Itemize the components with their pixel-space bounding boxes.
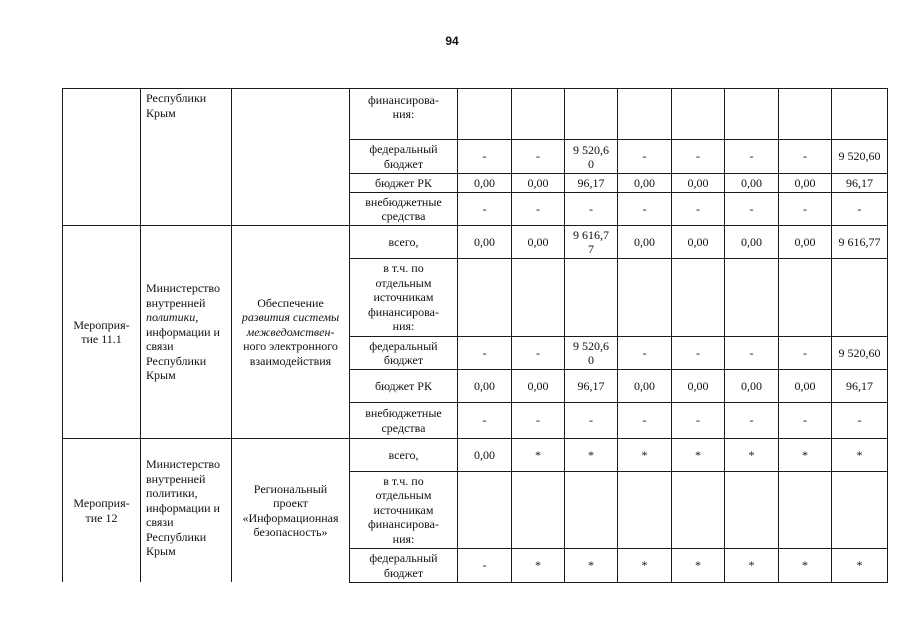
value-cell: 0,00: [687, 175, 709, 190]
value-cell: -: [803, 201, 807, 216]
executor-text: информации и связи Республики Крым: [146, 324, 220, 383]
value-cell: 0,00: [474, 175, 495, 190]
value-cell: 0,00: [474, 378, 495, 393]
value-cell: 9 520,6 0: [573, 339, 609, 367]
value-cell: *: [748, 447, 755, 462]
value-cell: -: [857, 413, 862, 428]
value-cell: 0,00: [741, 234, 762, 249]
value-cell: -: [803, 345, 807, 360]
value-cell: -: [482, 149, 487, 164]
value-cell: *: [535, 558, 541, 573]
value-cell: 0,00: [794, 234, 816, 249]
executor-cell: Министерство внутренней политики, информации и связи Республики Крым: [146, 457, 220, 558]
value-cell: *: [588, 558, 594, 573]
value-cell: 96,17: [577, 378, 605, 393]
value-cell: -: [803, 149, 807, 164]
value-cell: -: [642, 201, 647, 216]
source-rk-label: бюджет РК: [375, 175, 432, 190]
executor-cell: [141, 226, 231, 438]
source-total-label: всего,: [388, 234, 419, 249]
value-cell: -: [696, 345, 700, 360]
value-cell: 0,00: [474, 234, 495, 249]
value-cell: -: [589, 201, 593, 216]
table-hline: [349, 582, 888, 583]
value-cell: -: [536, 413, 540, 428]
value-cell: 0,00: [634, 175, 655, 190]
value-cell: *: [802, 558, 808, 573]
value-cell: -: [482, 345, 487, 360]
value-cell: -: [482, 201, 487, 216]
value-cell: 0,00: [687, 378, 709, 393]
value-cell: 0,00: [741, 175, 762, 190]
source-federal-label: федеральный бюджет: [369, 551, 438, 580]
value-cell: 0,00: [527, 378, 549, 393]
event-title-text: Обеспечение: [257, 295, 324, 310]
value-cell: 0,00: [741, 378, 762, 393]
value-cell: -: [536, 201, 540, 216]
source-total-label: всего,: [388, 447, 419, 462]
executor-text: Министерство внутренней: [146, 281, 220, 310]
value-cell: -: [749, 345, 754, 360]
value-cell: *: [535, 447, 541, 462]
event-label-11-1: Мероприя- тие 11.1: [73, 317, 130, 346]
source-incl-label: в т.ч. по отдельным источникам финансирова- ния:: [368, 473, 439, 546]
value-cell: *: [748, 558, 755, 573]
page-number: 94: [445, 34, 459, 48]
value-cell: -: [749, 201, 754, 216]
executor-cell: Республики Крым: [146, 91, 207, 120]
value-cell: 96,17: [846, 175, 873, 190]
value-cell: -: [642, 413, 647, 428]
value-cell: *: [856, 447, 863, 462]
value-cell: 0,00: [474, 447, 495, 462]
event-title-text: ного электронного взаимодействия: [243, 339, 338, 368]
value-cell: -: [803, 413, 807, 428]
value-cell: *: [641, 558, 648, 573]
source-federal-label: федеральный бюджет: [369, 142, 438, 171]
event-title-text: развития системы межведомствен-: [241, 310, 340, 339]
source-federal-label: федеральный бюджет: [369, 338, 438, 367]
value-cell: 0,00: [794, 378, 816, 393]
value-cell: -: [482, 558, 487, 573]
source-offbudget-label: внебюджетные средства: [365, 406, 442, 435]
value-cell: 9 616,77: [838, 234, 881, 249]
value-cell: 9 520,6 0: [573, 142, 609, 171]
value-cell: 9 520,60: [838, 345, 881, 360]
event-title-cell: [232, 226, 349, 438]
value-cell: 9 520,60: [838, 149, 881, 164]
value-cell: *: [695, 558, 701, 573]
value-cell: 96,17: [846, 378, 873, 393]
value-cell: *: [856, 558, 863, 573]
value-cell: -: [749, 149, 754, 164]
value-cell: 0,00: [527, 175, 549, 190]
value-cell: -: [642, 345, 647, 360]
value-cell: 96,17: [577, 175, 605, 190]
value-cell: -: [696, 413, 700, 428]
value-cell: *: [695, 447, 701, 462]
value-cell: 9 616,7 7: [573, 228, 609, 256]
value-cell: -: [482, 413, 487, 428]
value-cell: 0,00: [687, 234, 709, 249]
table-vline: [887, 88, 888, 582]
value-cell: -: [696, 201, 700, 216]
value-cell: 0,00: [794, 175, 816, 190]
value-cell: -: [857, 201, 862, 216]
value-cell: -: [642, 149, 647, 164]
event-title-cell: Региональный проект «Информационная безопасность»: [242, 481, 339, 539]
value-cell: *: [641, 447, 648, 462]
value-cell: 0,00: [634, 378, 655, 393]
source-offbudget-label: внебюджетные средства: [365, 194, 442, 223]
value-cell: *: [588, 447, 594, 462]
value-cell: -: [696, 149, 700, 164]
value-cell: -: [536, 345, 540, 360]
source-incl-label: в т.ч. по отдельным источникам финансирова- ния:: [368, 261, 439, 334]
value-cell: -: [589, 413, 593, 428]
value-cell: 0,00: [527, 234, 549, 249]
source-rk-label: бюджет РК: [375, 378, 432, 393]
value-cell: 0,00: [634, 234, 655, 249]
value-cell: *: [802, 447, 808, 462]
executor-text: политики,: [146, 310, 199, 325]
event-label-12: Мероприя- тие 12: [73, 496, 130, 525]
value-cell: -: [749, 413, 754, 428]
source-financing-label: финансирова- ния:: [368, 92, 439, 121]
value-cell: -: [536, 149, 540, 164]
